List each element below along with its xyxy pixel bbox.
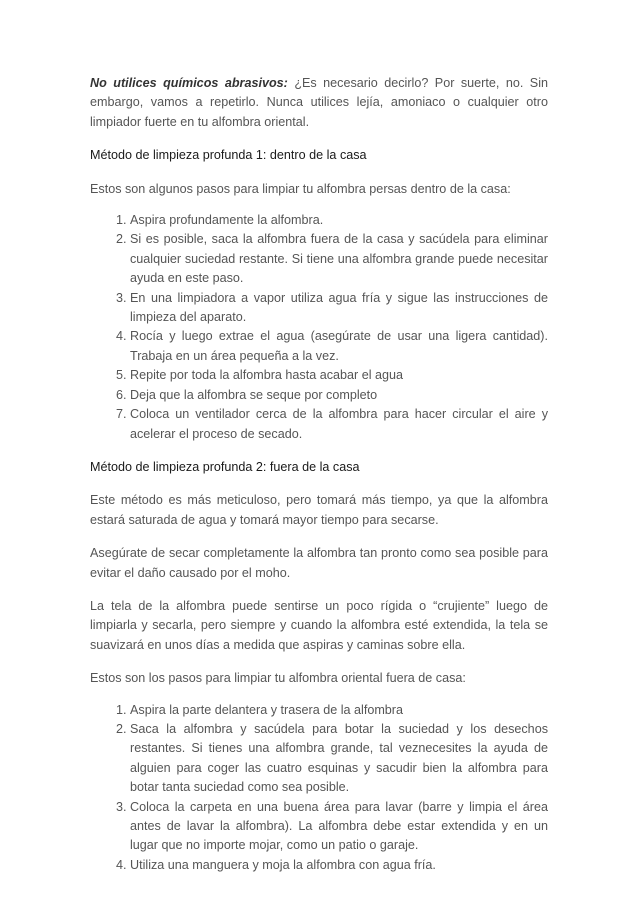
intro-text: ¿Es necesario decirlo? Por suerte, no. Sin embargo, vamos a repetirlo. Nunca utilices lejía, amoniaco o cualquier otro limpiador fuerte en tu alfombra oriental. [90,76,548,129]
method2-heading: Método de limpieza profunda 2: fuera de la casa [90,459,360,474]
method2-paragraph: Estos son los pasos para limpiar tu alfombra oriental fuera de casa: [90,671,466,686]
list-item: 4. Utiliza una manguera y moja la alfombra con agua fría. [130,856,548,875]
method1-intro: Estos son algunos pasos para limpiar tu alfombra persas dentro de la casa: [90,181,511,196]
list-item: 3. En una limpiadora a vapor utiliza agua fría y sigue las instrucciones de limpieza del aparato. [130,289,548,328]
method2-paragraph: Asegúrate de secar completamente la alfombra tan pronto como sea posible para evitar el daño causado por el moho. [90,546,548,580]
intro-lead: No utilices químicos abrasivos: [90,76,288,90]
method2-steps-list [90,701,548,876]
list-item: 2. Si es posible, saca la alfombra fuera de la casa y sacúdela para eliminar cualquier suciedad restante. Si tiene una alfombra grande puede necesitar ayuda en este paso. [130,230,548,288]
list-item: 6. Deja que la alfombra se seque por completo [130,386,548,405]
method1-steps-list [90,211,548,444]
document-page [90,74,548,875]
method1-heading: Método de limpieza profunda 1: dentro de la casa [90,148,367,163]
list-item: 2. Saca la alfombra y sacúdela para botar la suciedad y los desechos restantes. Si tienes una alfombra grande, tal veznecesites la ayuda de alguien para coger las cuatro esquinas y sacudir bien la alfombra para botar tanta suciedad como sea posible. [130,720,548,798]
method2-paragraph: Este método es más meticuloso, pero tomará más tiempo, ya que la alfombra estará saturada de agua y tomará mayor tiempo para secarse. [90,493,548,527]
intro-paragraph [90,74,548,132]
list-item: 4. Rocía y luego extrae el agua (asegúrate de usar una ligera cantidad). Trabaja en un área pequeña a la vez. [130,327,548,366]
list-item: 1. Aspira profundamente la alfombra. [130,211,548,230]
list-item: 7. Coloca un ventilador cerca de la alfombra para hacer circular el aire y acelerar el proceso de secado. [130,405,548,444]
method2-paragraph: La tela de la alfombra puede sentirse un poco rígida o “crujiente” luego de limpiarla y secarla, pero siempre y cuando la alfombra esté extendida, la tela se suavizará en unos días a medida que aspiras y caminas sobre ella. [90,598,548,652]
list-item: 5. Repite por toda la alfombra hasta acabar el agua [130,366,548,385]
list-item: 3. Coloca la carpeta en una buena área para lavar (barre y limpia el área antes de lavar la alfombra). La alfombra debe estar extendida y en un lugar que no importe mojar, como un patio o garaje. [130,798,548,856]
list-item: 1. Aspira la parte delantera y trasera de la alfombra [130,701,548,720]
